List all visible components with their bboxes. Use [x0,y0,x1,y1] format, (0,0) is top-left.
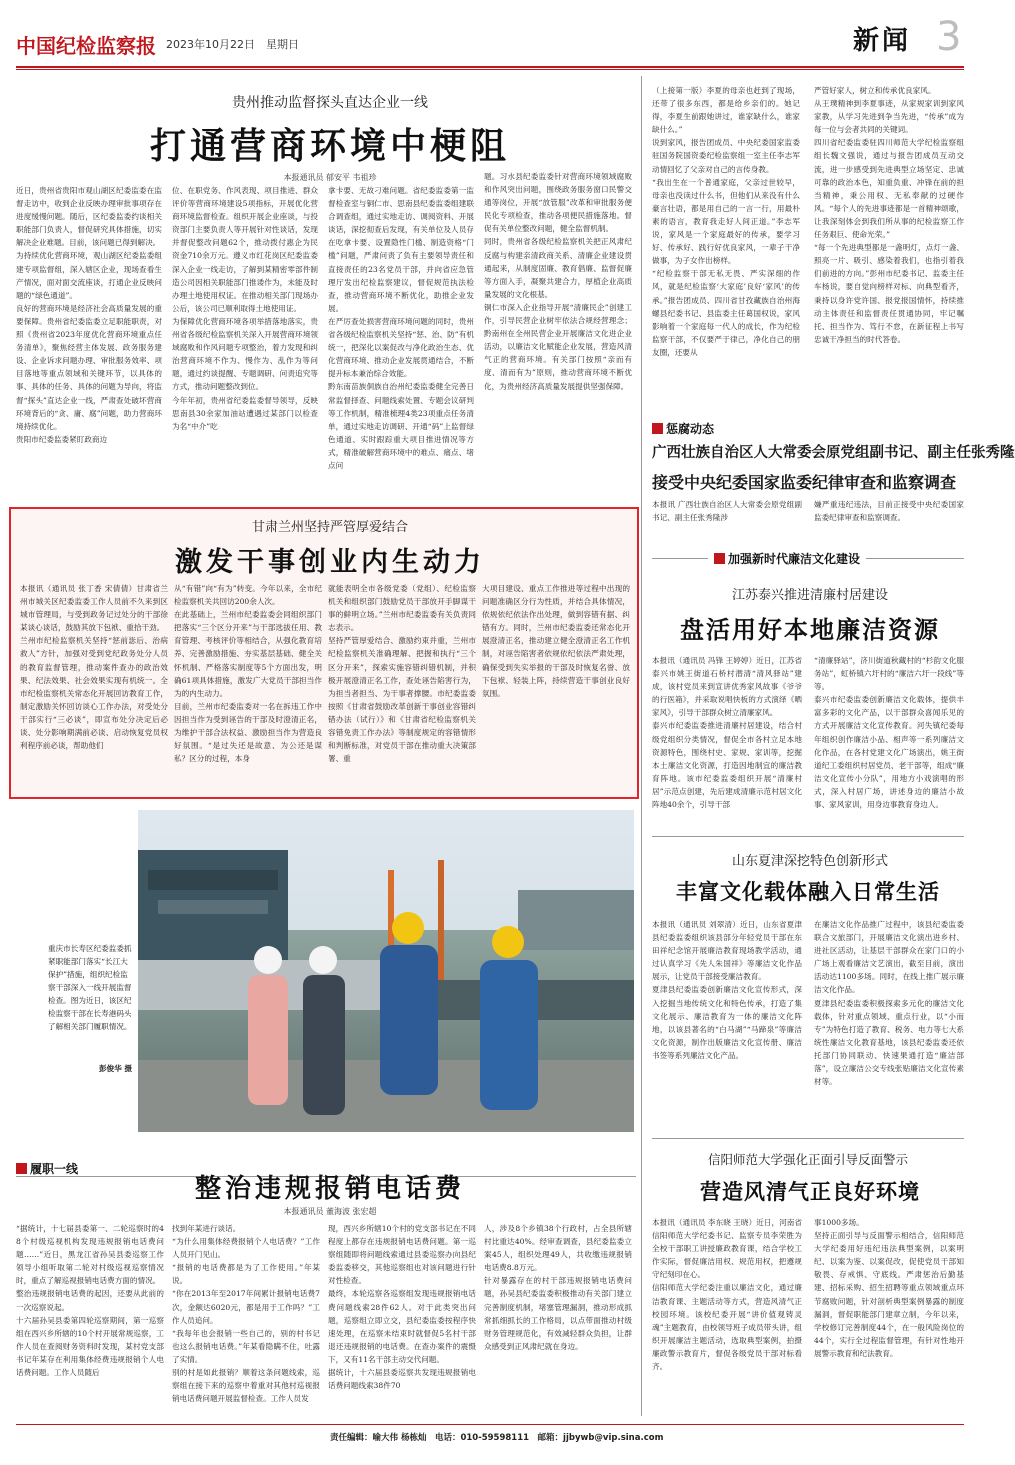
lianjie-a1-col-2: “清廉驿站”，济川街道秋藏村的“杉韵文化服务站”，虹桥镇六圩村的“廉洁六圩一段线”等等。 泰兴市纪委监委创新廉洁文化载体，提供丰富多彩的文化产品，以干部群众喜闻乐见的方式开展廉洁文化宣传教育。河失镇纪委每年组织创作廉洁小品、相声等一系列廉洁文化作品，在各村党建文化广场演出，姚王街道纪工委组织村居党员、老干部等，组成“廉洁文化宣传小分队”，用地方小戏演唱的形式，深入村居广场，讲述身边的廉洁小故事、家风家训，用身边事教育身边人。 [814,656,964,810]
lead-col-4: 题。习水县纪委监委针对营商环境领域腐败和作风突出问题，围绕政务服务窗口民警交通等岗位，开展“放管服”改革和审批服务便民化专项检查，推动各项便民措施落地。督促有关单位整改问题，健全监督机制。 同时，贵州省各级纪检监察机关把正风肃纪反腐与构建亲清政商关系、清廉企业建设贯通起来，从制度固廉、教育倡廉、监督促廉等方面入手，凝聚共建合力，厚植企业高质量发展的文化根基。 铜仁市深入企业指导开展“清廉民企”创建工作，引导民营企业树牢依法合规经营理念；黔南州在全州民营企业开展廉洁文化进企业活动，以廉洁文化赋能企业发展，营造风清气正的营商环境。有关部门按照“亲而有度、清而有为”原则，推动营商环境不断优化，为贵州经济高质量发展提供坚强保障。 [484,172,632,391]
photo-caption: 重庆市长寿区纪委监委抓紧职能部门落实“长江大保护”措施，组织纪检监察干部深入一线开展监督检查。图为近日，该区纪检监察干部在长寿港码头了解相关部门履职情况。 [48,944,132,1031]
page-number: 3 [936,14,962,60]
lanzhou-col-3: 就能表明全市各级党委（党组）、纪检监察机关和组织部门鼓励党员干部放开手脚谋干事的鲜明立场。”兰州市纪委监委有关负责同志表示。 坚持严管厚爱结合、激励约束并重，兰州市纪检监察机关准确理解、把握和执行“三个区分开来”，探索实施容错纠错机制，并积极开展澄清正名工作，查处诬告陷害行为，为担当者担当、为干事者撑腰。市纪委监委按照《甘肃省鼓励改革创新干事创业容错纠错办法（试行）》和《甘肃省纪检监察机关容错免责工作办法》等制度规定的容错情形和判断标准，对党员干部在推动重大决策部署、重 [328,584,476,764]
section-title: 新闻 [853,26,912,56]
lianjie-a2-col-1: 本报讯（通讯员 刘翠清）近日，山东省夏津县纪委监委组织该县部分年轻党员干部在东田祥纪念馆开展廉洁教育现场教学活动，通过认真学习《先人朱国祥》等廉洁文化作品展示，让党员干部接受廉洁教育。 夏津县纪委监委创新廉洁文化宣传形式，深入挖掘当地传统文化和特色传承，打造了集文化展示、廉洁教育为一体的廉洁文化阵地，以该县著名的“白马湖”“马蹄泉”等廉洁文化资源，制作出版廉洁文化宣传册、廉洁书签等系列廉洁文化产品。 [652,920,802,1060]
lanzhou-headline: 激发干事创业内生动力 [175,547,485,578]
continued-col-2: 严管好家人，树立和传承优良家风。 从王璞精神到李夏事迹，从家规家训到家风家教，从学习先进到争当先进，“传承”成为每一位与会者共同的关键词。 四川省纪委监委驻四川师范大学纪检监察组组长魏文强说，通过与报告团成员互动交流，进一步感受到先进典型立场坚定、忠诚可靠的政治本色，知重负重、冲锋在前的担当精神，秉公用权、无私奉献的过硬作风。“每个人的先进事迹都是一首精神颂歌，让我深刻体会到我们所从事的纪检监察工作任务艰巨、使命光荣。” “每一个先进典型都是一盏明灯，点灯一盏、照亮一片、吸引、感染着我们，也指引着我们前进的方向。”彭州市纪委书记、监委主任车杨说，要自觉向榜样对标、向典型看齐，秉持以身许党许国、报党报国情怀，持续推动主体责任和监督责任贯通协同，牢记嘱托、担当作为、笃行不怠，在新征程上书写忠诚干净担当的时代答卷。 [814,86,964,344]
section-marker-icon [652,423,663,434]
lvzhi-col-1: “据统计，十七届县委第一、二轮巡察时的48个村级巡视机构发现违规报销电话费问题……”近日，黑龙江省孙吴县委巡察工作领导小组听取第二轮对村级巡视巡察情况时，重点了解巡视报销电话费方面的情况。 整治违规报销电话费的起因，还要从此前的一次巡察说起。 十六届孙吴县委第四轮巡察期间，第一巡察组在西兴乡所辖的10个村开展常规巡察，工作人员在查阅财务资料时发现，某村党支部书记年某存在利用集体经费违规报销个人电话费问题。工作人员随后 [16,1224,164,1378]
lianjie-a1-col-1: 本报讯（通讯员 冯锋 王婷婷）近日，江苏省泰兴市姚王街道石桥村潜清“清风驿站”建成，该村党员来到宣讲优秀家风故事《爷爷的行医箱》，并采取说唱快板的方式演绎《晒家风》，引导干部群众树立清廉家风。 泰兴市纪委监委推进清廉村居建设，结合村级党组织分类情况，督促全市各村立足本地资源特色，围绕村史、家规、家训等，挖掘本土廉洁文化资源，打造因地制宜的廉洁教育阵地。该市纪委监委组织开展“清廉村居”示范点创建，先后建成清廉示范村居文化阵地40余个，引导干部 [652,656,802,810]
lead-col-2: 位、在职党务、作风表现、项目推进、群众评价等营商环境建设5项指标，开展优化营商环境监督检查。组织开展企业座谈，与投资部门主要负责人等开展针对性谈话，发现并督促整改问题62个，推动拨付惠企为民资金710余万元。遵义市红花岗区纪委监委深入企业一线走访，了解到某精密零部件制造公司因相关职能部门推诿作为，未能及时办理土地使用权证。在推动相关部门现场办公后，该公司已顺利取得土地使用证。 为保障优化营商环境各项举措落地落实，贵州省各级纪检监察机关深入开展营商环境领域腐败和作风问题专项整治，着力发现和纠治营商环境不作为、慢作为、乱作为等问题，通过约谈提醒、专题调研、问责追究等方式，推动问题整改到位。 今年年初，贵州省纪委监委督导领导，反映思南县30余家加油站遭遇过某部门以检查为名“中介”吃 [172,186,318,431]
footer-rule [16,1424,964,1425]
lead-col-1: 近日，贵州省贵阳市观山湖区纪委监委在监督走访中，收到企业反映办理审批事项存在进度缓慢问题。随后，区纪委监委约谈相关职能部门负责人，督促研究具体措施，切实解决企业难题。目前，该问题已得到解决。 为持续优化营商环境，观山湖区纪委监委组建专项监督组，深入辖区企业，现场查看生产情况，面对面交流座谈，打通企业反映问题的“绿色通道”。 良好的营商环境是经济社会高质量发展的重要保障。贵州省纪委监委立足职能职责，对照《贵州省2023年度优化营商环境重点任务清单》，聚焦经营主体发展、政务服务建设、企业诉求问题办理、审批服务效率、项目落地等重点领域和关键环节，以具体的事、具体的任务、具体的问题为导向，将监督“探头”直达企业一线，严肃查处破坏营商环境背后的“贪、庸、腐”问题，助力营商环境持续优化。 贵阳市纪委监委紧盯政商边 [16,186,162,444]
section-tag-label: 加强新时代廉洁文化建设 [728,552,861,566]
footer-credits: 责任编辑：喻大伟 杨栋灿 电话：010-59598111 邮箱：jjbywb@vip.sina.com [330,1433,664,1443]
masthead-rule-thin [16,69,964,70]
column-divider [641,76,642,1416]
lanzhou-kicker: 甘肃兰州坚持严管厚爱结合 [251,520,408,535]
lianjie-a3-kicker: 信阳师范大学强化正面引导反面警示 [707,1152,908,1167]
section-tag-lianjie [708,550,866,567]
fubai-headline-2: 接受中央纪委国家监委纪律审查和监察调查 [652,473,957,492]
lianjie-a2-kicker: 山东夏津深挖特色创新形式 [731,854,888,869]
photo-credit: 彭俊华 摄 [98,1064,132,1073]
lvzhi-col-2: 找到年某进行谈话。 “为什么用集体经费报销个人电话费？”工作人员开门见山。 “报销的电话费都是为了工作使用。”年某说。 “你在2013年至2017年间累计报销电话费7次，金额达6020元，都是用于工作吗？”工作人员追问。 “我每年也会报销一些自己的，别的村书记也这么报销电话费。”年某看隐瞒不住，吐露了实情。 别的村是如此报销？顺着这条问题线索，巡察组在接下来的巡察中着重对其他村巡视报销电话费问题开展监督检查。工作人员发 [172,1224,320,1404]
section-tag-label: 惩腐动态 [666,422,715,436]
article-rule [652,836,964,837]
lianjie-a2-headline: 丰富文化载体融入日常生活 [676,879,940,904]
fubai-col-2: 嫌严重违纪违法，目前正接受中央纪委国家监委纪律审查和监察调查。 [814,500,964,523]
continued-col-1: （上接第一版）李夏的母亲也赶到了现场，还带了很多东西，都是给乡亲们的。她记得，李夏生前跟她讲过，谁家缺什么，谁家缺什么。” 说到家风，报告团成员、中央纪委国家监委驻国务院国资委纪检监察组一室主任李志军动情回忆了父亲对自己的言传身教。 “我出生在一个普通家庭，父亲过世较早，母亲也没读过什么书，但他们从来没有什么豪言壮语，都是用自己的一言一行，用最朴素的语言，教育我走好人间正道。”李志军说，家风是一个家庭最好的传承，要学习好、传承好、践行好优良家风，一辈子干净做事，为子女作出榜样。 “纪检监察干部无私无畏、严实深细的作风，就是纪检监察‘大家庭’良好‘家风’的传承。”报告团成员、四川省甘孜藏族自治州海螺县纪委书记、县监委主任葛国权说，家风影响着一个家庭每一代人的成长，作为纪检监察干部，不仅要严于律己，净化自己的朋友圈，还要从 [652,86,800,357]
section-marker-icon [16,1163,27,1174]
issue-date: 2023年10月22日 星期日 [166,38,299,51]
section-tag-label: 履职一线 [30,1162,79,1176]
lead-kicker: 贵州推动监督探头直达企业一线 [232,95,428,111]
lvzhi-headline: 整治违规报销电话费 [194,1174,465,1204]
lianjie-a3-col-1: 本报讯（通讯员 李东晓 王晓）近日，河南省信阳师范大学纪委书记、监察专员李荣胜为全校干部职工讲授廉政教育课，结合学校工作实际，督促廉洁用权、规范用权，把遵规守纪刻印在心。 信阳师范大学纪委注重以廉洁文化，通过廉洁教育课、主题活动等方式，营造风清气正校园环境。该校纪委开展“讲价值观铸灵魂”主题教育，由校领导班子成员带头讲，组织开展廉洁主题活动，选取典型案例，拍摄廉政警示教育片，督促各级党员干部对标看齐。 [652,1218,802,1372]
news-photo [138,810,634,1132]
lianjie-a3-col-2: 事1000多场。 坚持正面引导与反面警示相结合，信阳师范大学纪委用好违纪违法典型案例，以案明纪、以案为鉴、以案促改，促使党员干部知敬畏、存戒惧、守底线。严肃惩治后勤基建、招标采购、招生招聘等重点领域重点环节腐败问题，针对剖析典型案例暴露的制度漏洞，督促职能部门建章立制，今年以来，学校修订完善制度44个，在一般风险岗位的44个，实行全过程监督管理，有针对性地开展警示教育和纪法教育。 [814,1218,964,1358]
lianjie-a1-headline: 盘活用好本地廉洁资源 [680,615,940,644]
section-tag-lvzhi [16,1160,78,1177]
lianjie-a1-kicker: 江苏泰兴推进清廉村居建设 [731,588,888,603]
section-marker-icon [714,553,725,564]
lvzhi-byline: 本报通讯员 董海波 张宏超 [283,1207,377,1216]
lanzhou-col-2: 从“有错”向“有为”转变。今年以来，全市纪检监察机关共回访200余人次。 在此基础上，兰州市纪委监委会同组织部门把落实“三个区分开来”与干部选拔任用、教育管理、考核评价等相结合，从强化教育培养、完善激励措施、夯实基层基础、健全关怀机制、严格落实制度等5个方面出发，明确61项具体措施，激发广大党员干部担当作为的内生动力。 目前，兰州市纪委监委对一名在拆违工作中因担当作为受到诬告的干部及时澄清正名，为维护干部合法权益、激励担当作为营造良好氛围。“是过失还是故意、为公还是谋私？区分的过程，本身 [174,584,322,764]
lanzhou-col-1: 本报讯（通讯员 张丁香 宋倩倩）甘肃省兰州市城关区纪委监委工作人员前不久来到区城市管理局，与受到政务记过处分的干部徐某谈心谈话，鼓励其放下包袱、重拾干劲。 兰州市纪检监察机关坚持“惩前毖后、治病救人”方针，加强对受到党纪政务处分人员的教育监督管理，推动案件查办的政治效果、纪法效果、社会效果实现有机统一。全市纪检监察机关常态化开展回访教育工作，制定激励关怀回访谈心工作办法，对受处分干部实行“三必谈”，即宣布处分决定后必谈、处分影响期满前必谈、启动恢复党员权利程序前必谈，帮助他们 [20,584,168,751]
newspaper-logo: 中国纪检监察报 [16,34,156,58]
lead-byline: 本报通讯员 郁安平 韦祖珍 [283,173,377,182]
article-rule [652,1138,964,1139]
section-tag-fubai [652,420,714,437]
fubai-col-1: 本报讯 广西壮族自治区人大常委会原党组副书记、副主任张秀隆涉 [652,500,802,523]
masthead-rule [16,66,964,68]
lvzhi-col-3: 现，西兴乡所辖10个村的党支部书记在不同程度上都存在违规报销电话费问题。第一巡察组随即将问题线索通过县委巡察办向县纪委监委移交，其他巡察组也对该问题进行针对性检查。 最终，本轮巡察各巡察组发现违规报销电话费问题线索28件62人。对于此类突出问题，巡察组立即立交，县纪委监委按程序快速处理，在巡察未结束时就督促5名村干部退还违规报销的电话费。在查办案件的震慑下，又有11名干部主动交代问题。 据统计，十六届县委巡察共发现违规报销电话费问题线索38件70 [328,1224,476,1391]
lvzhi-col-4: 人，涉及8个乡镇38个行政村，占全县所辖村比重达40%。经审查调查，县纪委监委立案45人，组织处理49人，共收缴违规报销电话费8.8万元。 针对暴露存在的村干部违规报销电话费问题，孙吴县纪委监委积极推动有关部门建立完善制度机制，堵塞管理漏洞，推动形成抓常抓细抓长的工作格局，以点带面推动村级财务管理规范化，有效减轻群众负担，让群众感受到正风肃纪就在身边。 [484,1224,632,1351]
fubai-headline-1: 广西壮族自治区人大常委会原党组副书记、副主任张秀隆 [652,444,1015,461]
lianjie-a3-headline: 营造风清气正良好环境 [700,1179,920,1204]
lanzhou-col-4: 大项目建设、重点工作推进等过程中出现的问题准确区分行为性质，并结合具体情况，依规依纪依法作出处理，做到容错有据、纠错有方。同时，兰州市纪委监委还常态化开展澄清正名，推动建立健全澄清正名工作机制，对诬告陷害者依规依纪依法严肃处理，确保受到失实举报的干部及时恢复名誉、放下包袱、轻装上阵，持续营造干事创业良好氛围。 [482,584,630,698]
lianjie-a2-col-2: 在廉洁文化作品推广过程中，该县纪委监委联合文旅部门，开展廉洁文化演出进乡村、进社区活动，让基层干部群众在家门口的小广场上观看廉洁文艺演出，截至目前，演出活动达1100多场。同时，在线上推广展示廉洁文化作品。 夏津县纪委监委积极探索多元化的廉洁文化载体，针对重点领域、重点行业，以“小而专”为特色打造了教育、税务、电力等七大系统性廉洁文化教育基地，该县纪委监委还依托部门协同联动、快速果通打造“廉洁部落”，设立廉洁公交专线张贴廉洁文化宣传素材等。 [814,920,964,1087]
lead-headline: 打通营商环境中梗阻 [149,125,510,167]
lead-col-3: 拿卡要、无故刁难问题。省纪委监委第一监督检查室与铜仁市、思南县纪委监委组建联合调查组，通过实地走访、调阅资料、开展谈话，深挖彻查后发现，有关单位及人员存在吃拿卡要、设置隐性门槛、制造资格“门槛”问题，严肃问责了负有主要领导责任和直接责任的23名党员干部，并向省应急管理厅发出纪检监察建议，督促规范执法检查，推动营商环境不断优化，助推企业发展。 在严厉查处损害营商环境问题的同时，贵州省各级纪检监察机关坚持“惩、治、防”有机统一，把深化以案促改与净化政治生态、优化营商环境、推动企业发展贯通结合，不断提升标本兼治综合效能。 黔东南苗族侗族自治州纪委监委健全完善日常监督择查、问题线索处置、专题会议研判等工作机制，精准梳理4类23项重点任务清单，通过实地走访调研、开通“码”上监督绿色通道、实时跟踪重大项目推进情况等方式，精准破解营商环境中的难点、痛点、堵点问 [328,186,474,470]
